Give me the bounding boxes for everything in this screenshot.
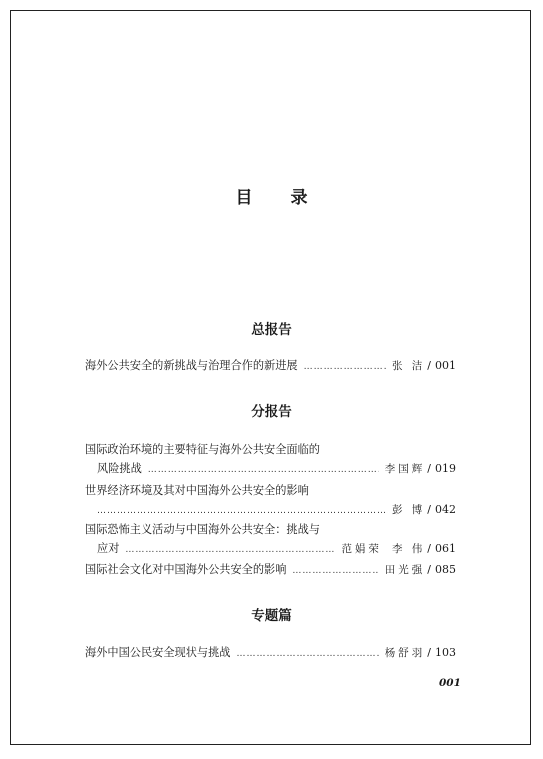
toc-entry-page: 019 [435,462,456,475]
toc-entry-author-second: 李 伟 [391,543,426,555]
toc-entry-author: 张 洁 [391,360,426,372]
toc-entry-page: 085 [435,563,456,576]
toc-entry-page: 061 [435,542,456,555]
toc-separator: / [427,563,431,576]
toc-entry-author: 田光强 [384,564,426,576]
section-heading-general-report: 总报告 [251,322,292,338]
toc-entry[interactable] [85,562,456,578]
toc-entry-author: 范娟荣 [341,543,382,555]
toc-leader-dots [125,542,335,558]
toc-separator: / [427,359,431,372]
toc-entry-line2[interactable] [97,541,456,557]
toc-entry[interactable] [85,645,456,661]
toc-entry-title-cont: 应对 [97,542,120,555]
toc-entry-title-cont: 风险挑战 [97,462,142,475]
toc-leader-dots [236,646,378,662]
toc-separator: / [427,462,431,475]
toc-separator: / [427,503,431,516]
toc-entry-line1[interactable] [85,442,456,458]
toc-entry-title: 国际恐怖主义活动与中国海外公共安全：挑战与 [85,523,320,536]
toc-leader-dots [304,359,386,375]
toc-entry-line2[interactable] [97,461,456,477]
toc-separator: / [427,542,431,555]
toc-entry-line1[interactable] [85,483,456,499]
toc-entry-title: 国际政治环境的主要特征与海外公共安全面临的 [85,443,320,456]
toc-entry-title: 海外中国公民安全现状与挑战 [85,646,231,659]
toc-separator: / [427,646,431,659]
toc-leader-dots [97,503,386,519]
toc-entry-line2[interactable] [97,502,456,518]
page-title: 目 录 [235,188,324,208]
toc-entry-title: 世界经济环境及其对中国海外公共安全的影响 [85,484,309,497]
section-heading-special-topics: 专题篇 [251,608,292,624]
page-number: 001 [439,677,461,689]
toc-entry-title: 海外公共安全的新挑战与治理合作的新进展 [85,359,298,372]
toc-entry-line1[interactable] [85,522,456,538]
section-heading-sub-reports: 分报告 [251,404,292,420]
toc-entry-author: 彭 博 [391,504,426,516]
page-border [10,10,531,745]
toc-leader-dots [292,563,378,579]
toc-entry-author: 杨舒羽 [384,647,426,659]
toc-entry-author: 李国辉 [384,463,426,475]
toc-entry[interactable] [85,358,456,374]
toc-entry-page: 001 [435,359,456,372]
toc-leader-dots [148,462,379,478]
toc-entry-page: 103 [435,646,456,659]
toc-entry-title: 国际社会文化对中国海外公共安全的影响 [85,563,287,576]
toc-entry-page: 042 [435,503,456,516]
